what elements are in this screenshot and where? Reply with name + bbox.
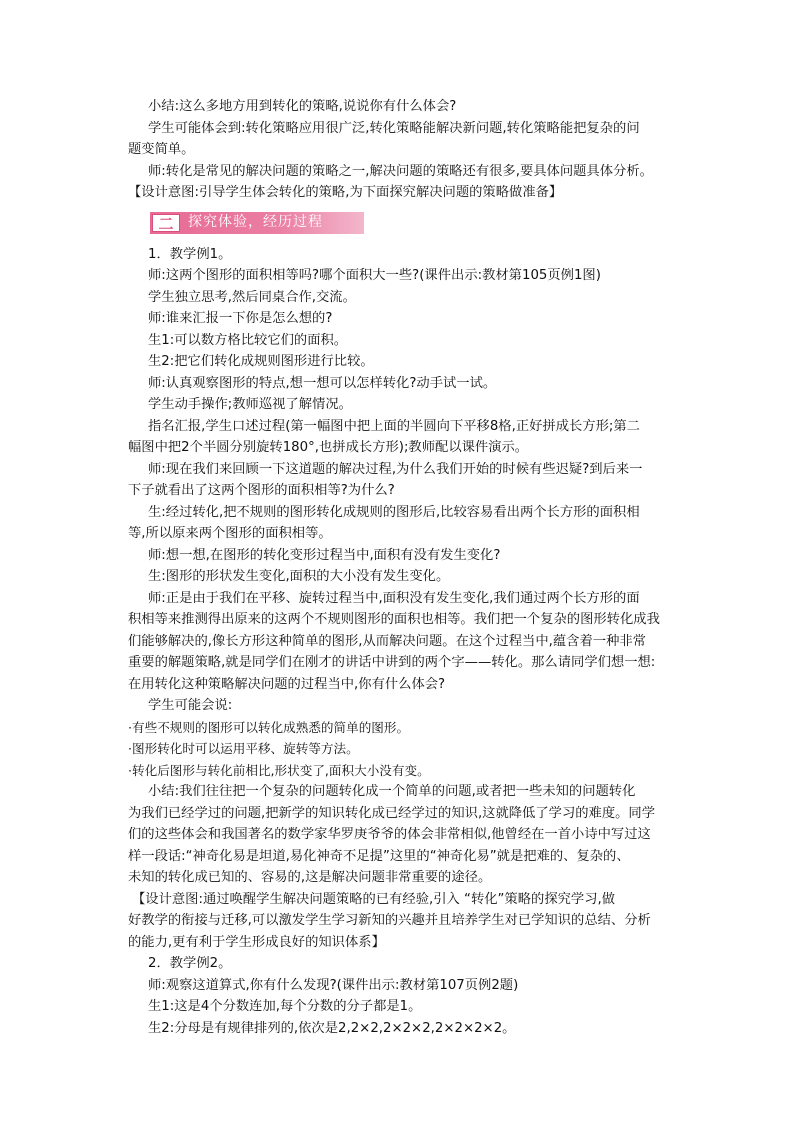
example-1-heading: 1．教学例1。 — [148, 246, 232, 262]
paragraph-line: 师:正是由于我们在平移、旋转过程当中,面积没有发生变化,我们通过两个长方形的面 — [148, 590, 640, 606]
paragraph-line: 学生可能会说: — [148, 698, 233, 713]
paragraph-line: 在用转化这种策略解决问题的过程当中,你有什么体会? — [128, 676, 446, 692]
section-header — [150, 212, 364, 234]
paragraph-line: 重要的解题策略,就是同学们在刚才的讲话中讲到的两个字——转化。那么请同学们想一想: — [128, 655, 656, 670]
paragraph-line: 师:现在我们来回顾一下这道题的解决过程,为什么我们开始的时候有些迟疑?到后来一 — [148, 461, 643, 477]
paragraph-line: 们的这些体会和我国著名的数学家华罗庚爷爷的体会非常相似,他曾经在一首小诗中写过这 — [128, 827, 651, 842]
paragraph-line: 生1:可以数方格比较它们的面积。 — [148, 332, 348, 348]
design-intent-2-cont: 好教学的衔接与迁移,可以激发学生学习新知的兴趣并且培养学生对已学知识的总结、分析 — [128, 913, 651, 928]
paragraph-line: 幅图中把2个半圆分别旋转180°,也拼成长方形);教师配以课件演示。 — [128, 440, 529, 455]
paragraph-line: 生1:这是4个分数连加,每个分数的分子都是1。 — [148, 999, 422, 1014]
paragraph-line: 师:谁来汇报一下你是怎么想的? — [148, 311, 333, 326]
paragraph-line: 学生动手操作;教师巡视了解情况。 — [148, 397, 352, 412]
paragraph-student-insight-cont: 题变简单。 — [128, 142, 195, 157]
design-intent-2-cont: 的能力,更有利于学生形成良好的知识体系】 — [128, 934, 385, 950]
paragraph-line: 师:想一想,在图形的转化变形过程当中,面积有没有发生变化? — [148, 547, 501, 563]
bullet-item: ·图形转化时可以运用平移、旋转等方法。 — [128, 741, 359, 756]
design-intent-2: 【设计意图:通过唤醒学生解决问题策略的已有经验,引入 “转化”策略的探究学习,做 — [132, 891, 616, 907]
paragraph-line: 小结:我们往往把一个复杂的问题转化成一个简单的问题,或者把一些未知的问题转化 — [148, 784, 636, 799]
paragraph-line: 等,所以原来两个图形的面积相等。 — [128, 526, 332, 541]
paragraph-line: 生2:分母是有规律排列的,依次是2,2×2,2×2×2,2×2×2×2。 — [148, 1020, 516, 1036]
paragraph-line: 生:图形的形状发生变化,面积的大小没有发生变化。 — [148, 569, 450, 584]
paragraph-line: 指名汇报,学生口述过程(第一幅图中把上面的半圆向下平移8格,正好拼成长方形;第二 — [148, 418, 640, 434]
example-2-heading: 2．教学例2。 — [148, 956, 232, 971]
paragraph-summary-question: 小结:这么多地方用到转化的策略,说说你有什么体会? — [148, 99, 457, 114]
design-intent-1: 【设计意图:引导学生体会转化的策略,为下面探究解决问题的策略做准备】 — [128, 185, 563, 200]
section-number: 二 — [152, 214, 180, 232]
paragraph-line: 下子就看出了这两个图形的面积相等?为什么? — [128, 483, 395, 498]
section-title: 探究体验，经历过程 — [188, 213, 323, 230]
paragraph-line: 样一段话:“神奇化易是坦道,易化神奇不足提”这里的“神奇化易”就是把难的、复杂的、 — [128, 848, 630, 864]
paragraph-student-insight: 学生可能体会到:转化策略应用很广泛,转化策略能解决新问题,转化策略能把复杂的问 — [148, 120, 640, 136]
bullet-item: ·转化后图形与转化前相比,形状变了,面积大小没有变。 — [128, 762, 430, 778]
paragraph-line: 师:认真观察图形的特点,想一想可以怎样转化?动手试一试。 — [148, 375, 497, 391]
paragraph-line: 师:观察这道算式,你有什么发现?(课件出示:教材第107页例2题) — [148, 977, 519, 993]
document-body — [128, 96, 668, 1039]
paragraph-line: 积相等来推测得出原来的这两个不规则图形的面积也相等。我们把一个复杂的图形转化成我 — [128, 612, 660, 627]
paragraph-line: 们能够解决的,像长方形这种简单的图形,从而解决问题。在这个过程当中,蕴含着一种非常 — [128, 633, 646, 649]
paragraph-line: 生2:把它们转化成规则图形进行比较。 — [148, 354, 374, 369]
paragraph-line: 为我们已经学过的问题,把新学的知识转化成已经学过的知识,这就降低了学习的难度。同学 — [128, 805, 656, 821]
paragraph-line: 师:这两个图形的面积相等吗?哪个面积大一些?(课件出示:教材第105页例1图) — [148, 268, 601, 283]
bullet-item: ·有些不规则的图形可以转化成熟悉的简单的图形。 — [128, 719, 410, 735]
paragraph-teacher-note: 师:转化是常见的解决问题的策略之一,解决问题的策略还有很多,要具体问题具体分析。 — [148, 163, 653, 179]
paragraph-line: 未知的转化成已知的、容易的,这是解决问题非常重要的途径。 — [128, 870, 492, 885]
paragraph-line: 学生独立思考,然后同桌合作,交流。 — [148, 289, 356, 305]
paragraph-line: 生:经过转化,把不规则的图形转化成规则的图形后,比较容易看出两个长方形的面积相 — [148, 504, 640, 520]
